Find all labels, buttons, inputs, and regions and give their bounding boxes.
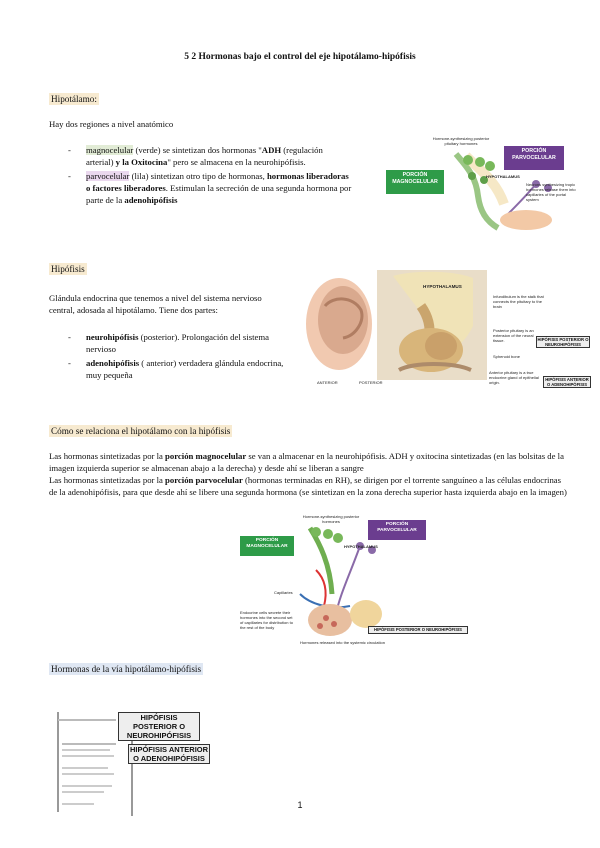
list-item-adenohipofisis [52, 357, 292, 381]
term-adh: ADH [261, 145, 282, 155]
text: (verde) se sintetizan dos hormonas " [133, 145, 262, 155]
term-adenohipofisis: adenohipófisis [124, 195, 178, 205]
text: . Estimulan la secreción de una segunda hormona por parte de la [86, 183, 352, 205]
heading-text: Hipotálamo: [51, 94, 97, 104]
term-magnocelular: magnocelular [86, 145, 134, 155]
hipotalamo-intro: Hay dos regiones a nivel anatómico [49, 119, 174, 129]
text: (posterior). Prolongación del sistema nervioso [86, 332, 269, 354]
page-title: 5 2 Hormonas bajo el control del eje hipotálamo-hipófisis [184, 52, 416, 62]
hipofisis-list [52, 331, 292, 381]
label-endocrine-cells: Endocrine cells secrete their hormones into the second set of capillaries for distribution to the rest of the body [240, 610, 293, 630]
label-neurons: Hormone-synthesizing posterior hormones [302, 514, 360, 524]
box-neurohipofisis: HIPÓFISIS POSTERIOR O NEUROHIPÓFISIS [537, 337, 589, 347]
label-anterior-pituitary: Anterior pituitary is a true endocrine gland of epithelial origin. [489, 370, 539, 385]
text: (lila) sintetizan otro tipo de hormonas, [129, 171, 267, 181]
heading-text: Hipófisis [51, 264, 85, 274]
term-hormonas-liberadoras: hormonas liberadoras o factores liberadores [86, 171, 349, 193]
term-oxitocina: y la Oxitocina [115, 157, 168, 167]
label-hypothalamus: HYPOTHALAMUS [423, 284, 462, 289]
text: (hormonas terminadas en RH), se dirigen por el torrente sanguíneo a las células endocrinas de la adenohipófisis, para que desde ahí se libere una segunda hormona (se sintetizan en la zona derecha superior hasta izquierda abajo en la imagen) [49, 475, 567, 497]
heading-text: Cómo se relaciona el hipotálamo con la hipófisis [51, 426, 231, 436]
text: " pero se almacena en la neurohipófisis. [167, 157, 306, 167]
list-item-parvocelular [52, 170, 352, 206]
page-number: 1 [297, 800, 303, 810]
term-neurohipofisis: neurohipófisis [86, 332, 139, 342]
label-capillaries: Capillaries [274, 590, 293, 595]
box-adenohipofisis: HIPÓFISIS ANTERIOR O ADENOHIPÓFISIS [129, 745, 209, 763]
section-heading-relacion [49, 426, 232, 436]
heading-text: Hormonas de la vía hipotálamo-hipófisis [51, 664, 202, 674]
term-adenohipofisis: adenohipófisis [86, 358, 140, 368]
paragraph-magnocelular [49, 450, 569, 474]
figure-hypothalamus-portions [386, 136, 576, 232]
label-porcion-parvocelular: PORCIÓN PARVOCELULAR [504, 146, 564, 170]
label-neurons: Hormone-synthesizing posterior pituitary hormones [432, 136, 490, 146]
section-heading-hipotalamo [49, 94, 99, 104]
list-item-neurohipofisis [52, 331, 292, 355]
box-adenohipofisis: HIPÓFISIS ANTERIOR O ADENOHIPÓFISIS [543, 376, 591, 388]
text: se van a almacenar en la neurohipófisis. ADH y oxitocina sintetizadas (en las bolsitas de la imagen izquierda superior se almacenan abajo a la derecha) y desde ahí se liberan a sangre [49, 451, 564, 473]
section-heading-hipofisis [49, 264, 87, 274]
label-release: Neurons synthesizing tropic hormones release them into capillaries of the portal system [526, 182, 576, 202]
label-posterior-pituitary: Posterior pituitary is an extension of the neural tissue. [493, 328, 534, 343]
term-porcion-parvocelular: porción parvocelular [165, 475, 243, 485]
text: Las hormonas sintetizadas por la [49, 475, 166, 485]
text: Las hormonas sintetizadas por la [49, 451, 166, 461]
label-porcion-magnocelular: PORCIÓN MAGNOCELULAR [240, 536, 294, 556]
text: (regulación arterial) [86, 145, 323, 167]
label-sphenoid: Sphenoid bone [493, 354, 520, 359]
box-neurohipofisis: HIPÓFISIS POSTERIOR O NEUROHIPÓFISIS [368, 626, 468, 634]
paragraph-parvocelular [49, 474, 569, 498]
label-anterior-direction: ANTERIOR [317, 380, 338, 385]
box-neurohipofisis: HIPÓFISIS POSTERIOR O NEUROHIPÓFISIS [118, 712, 200, 741]
hipotalamo-list [52, 144, 352, 206]
label-systemic-release: Hormones released into the systemic circulation [300, 640, 385, 645]
term-parvocelular: parvocelular [86, 171, 130, 181]
relacion-text [49, 450, 569, 498]
label-porcion-parvocelular: PORCIÓN PARVOCELULAR [368, 520, 426, 540]
label-posterior-direction: POSTERIOR [359, 380, 383, 385]
label-hypothalamus: HYPOTHALAMUS [486, 174, 520, 179]
label-infundibulum: Infundibulum is the stalk that connects the pituitary to the brain [493, 294, 544, 309]
text: ( anterior) verdadera glándula endocrina, muy pequeña [86, 358, 284, 380]
label-hypothalamus: HYPOTHALAMUS [344, 544, 378, 549]
term-porcion-magnocelular: porción magnocelular [165, 451, 247, 461]
figure-pituitary-anatomy [303, 266, 591, 394]
hipofisis-intro: Glándula endocrina que tenemos a nivel del sistema nervioso central, adosada al hipotálamo. Tiene dos partes: [49, 293, 262, 315]
figure-portal-system [240, 514, 470, 648]
section-heading-hormonas [49, 664, 203, 674]
label-porcion-magnocelular: PORCIÓN MAGNOCELULAR [386, 170, 444, 194]
list-item-magnocelular [52, 144, 352, 168]
